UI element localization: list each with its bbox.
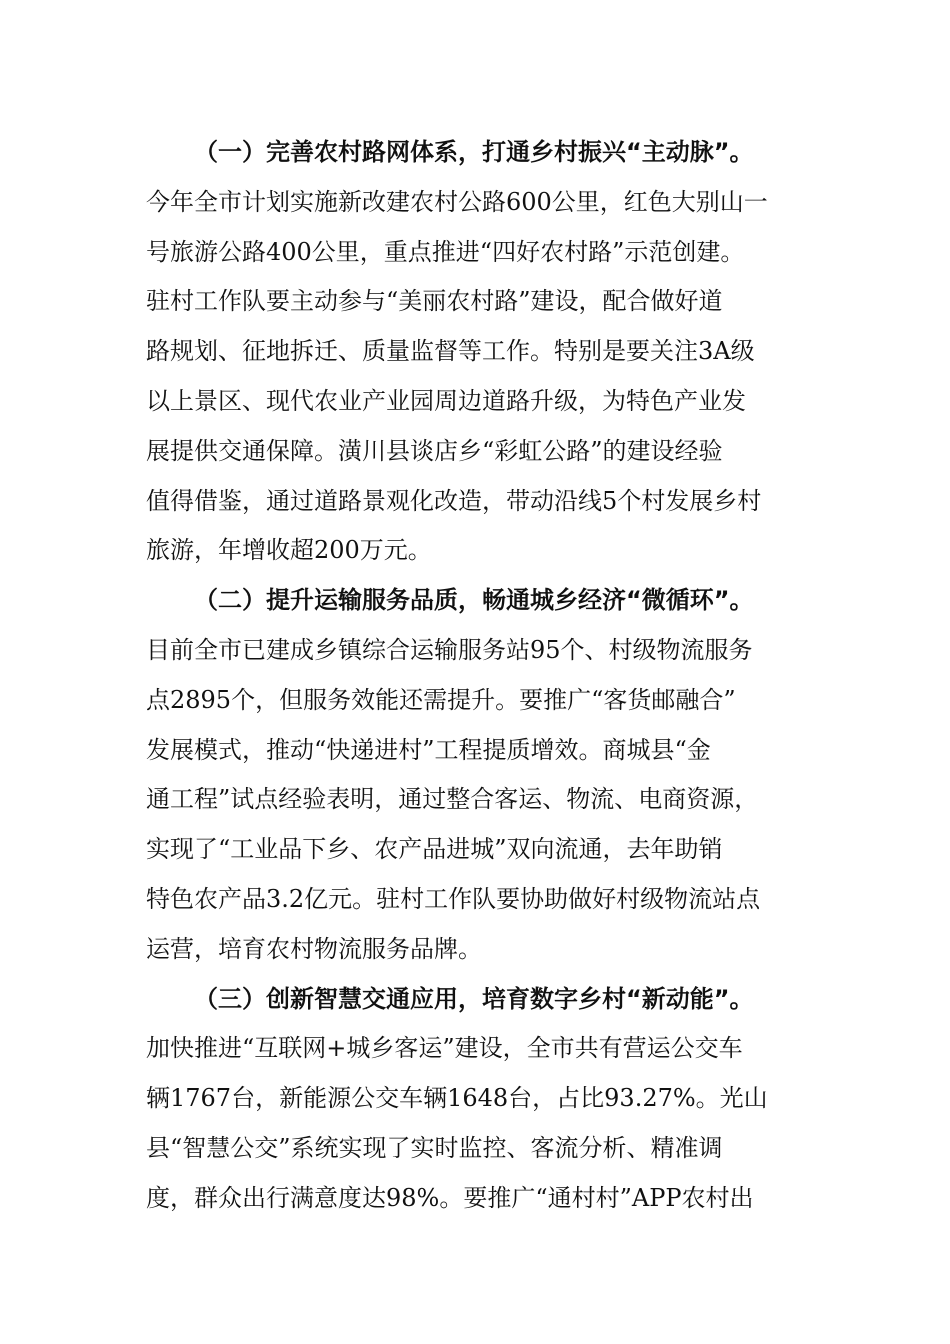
body-line: 号旅游公路400公里，重点推进“四好农村路”示范创建。 xyxy=(146,237,745,266)
body-line: 加快推进“互联网+城乡客运”建设，全市共有营运公交车 xyxy=(146,1034,743,1063)
body-line: 以上景区、现代农业产业园周边道路升级，为特色产业发 xyxy=(146,386,746,415)
body-line: 展提供交通保障。潢川县谈店乡“彩虹公路”的建设经验 xyxy=(146,436,723,465)
body-line: 运营，培育农村物流服务品牌。 xyxy=(146,934,482,963)
body-line: 值得借鉴，通过道路景观化改造，带动沿线5个村发展乡村 xyxy=(146,486,762,515)
body-line: 点2895个，但服务效能还需提升。要推广“客货邮融合” xyxy=(146,685,736,714)
body-line: 目前全市已建成乡镇综合运输服务站95个、村级物流服务 xyxy=(146,635,753,664)
body-line: 特色农产品3.2亿元。驻村工作队要协助做好村级物流站点 xyxy=(146,884,761,913)
body-line: 路规划、征地拆迁、质量监督等工作。特别是要关注3A级 xyxy=(146,337,755,366)
body-line: 县“智慧公交”系统实现了实时监控、客流分析、精准调 xyxy=(146,1133,723,1162)
body-line: 驻村工作队要主动参与“美丽农村路”建设，配合做好道 xyxy=(146,287,723,316)
section-heading-3: （三）创新智慧交通应用，培育数字乡村“新动能”。 xyxy=(194,984,754,1013)
body-line: 旅游，年增收超200万元。 xyxy=(146,536,432,565)
section-heading-2: （二）提升运输服务品质，畅通城乡经济“微循环”。 xyxy=(194,586,754,615)
body-line: 度，群众出行满意度达98%。要推广“通村村”APP农村出 xyxy=(146,1183,754,1212)
body-line: 发展模式，推动“快递进村”工程提质增效。商城县“金 xyxy=(146,735,711,764)
document-body xyxy=(146,128,806,1224)
body-line: 通工程”试点经验表明，通过整合客运、物流、电商资源， xyxy=(146,785,759,814)
section-heading-1: （一）完善农村路网体系，打通乡村振兴“主动脉”。 xyxy=(194,138,754,166)
body-line: 辆1767台，新能源公交车辆1648台，占比93.27%。光山 xyxy=(146,1084,768,1113)
body-line: 今年全市计划实施新改建农村公路600公里，红色大别山一 xyxy=(146,187,768,216)
body-line: 实现了“工业品下乡、农产品进城”双向流通，去年助销 xyxy=(146,835,723,864)
